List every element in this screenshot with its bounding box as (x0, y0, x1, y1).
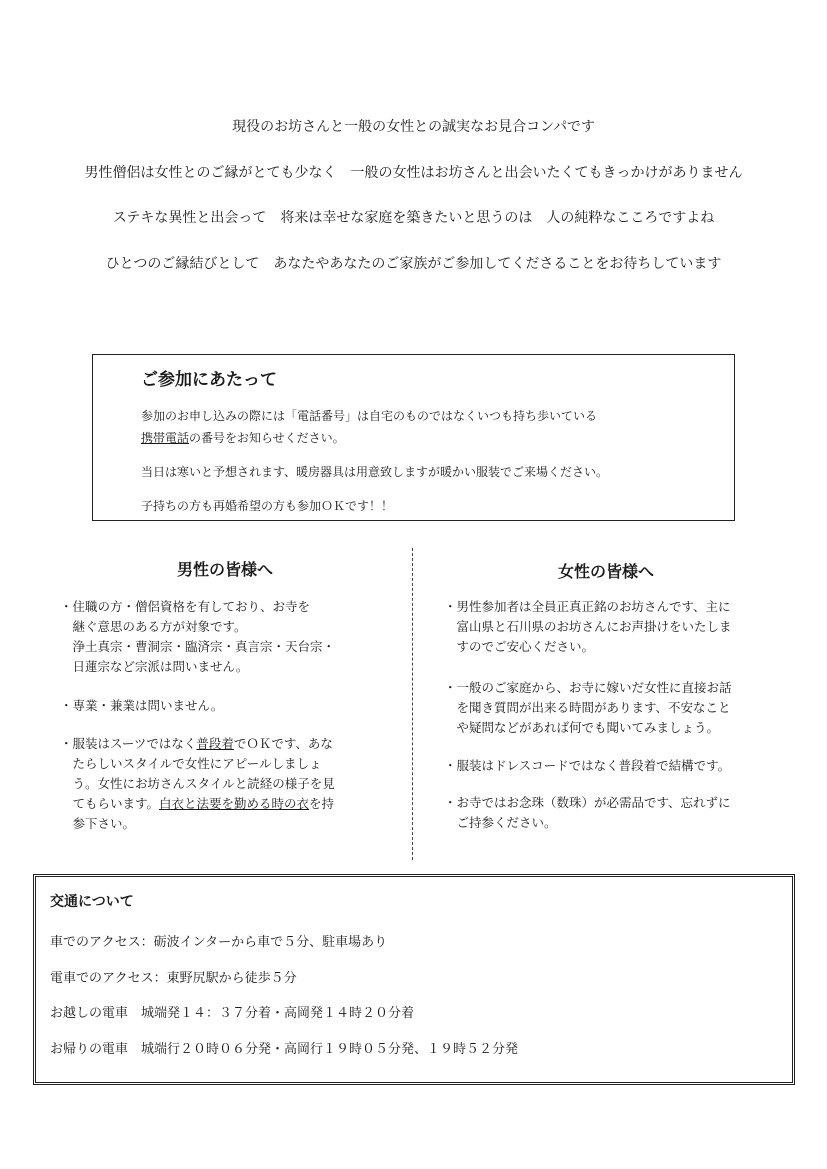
intro-line-2: 男性僧侶は女性とのご縁がとても少なく 一般の女性はお坊さんと出会いたくてもきっかけがありません (84, 165, 743, 181)
men-item-work: ・専業・兼業は問いません。 (60, 698, 224, 713)
notice-clothing-line: 当日は寒いと予想されます、暖房器具は用意致しますが暖かい服装でご来場ください。 (141, 465, 609, 479)
traffic-arrival-trains: お越しの電車 城端発１４：３７分着・高岡発１４時２０分着 (50, 1006, 415, 1021)
traffic-info-box (33, 874, 795, 1085)
women-item-clothing: ・服装はドレスコードではなく普段着で結構です。 (444, 758, 731, 773)
women-section-title: 女性の皆様へ (558, 562, 655, 581)
women-item-qa: ・一般のご家庭から、お寺に嫁いだ女性に直接お話 を聞き質問が出来る時間があります、不安なこと や疑問などがあれば何でも聞いてみましょう。 (444, 680, 732, 735)
women-item-beads: ・お寺ではお念珠（数珠）が必需品です、忘れずに ご持参ください。 (444, 795, 731, 830)
traffic-car: 車でのアクセス：砺波インターから車で５分、駐車場あり (50, 935, 388, 950)
notice-phone-line-1: 参加のお申し込みの際には「電話番号」は自宅のものではなくいつも持ち歩いている (141, 409, 598, 423)
intro-line-3: ステキな異性と出会って 将来は幸せな家庭を築きたいと思うのは 人の純粋なこころですよね (112, 210, 715, 226)
everyday-clothes-underline: 普段着 (196, 736, 234, 751)
notice-children-line: 子持ちの方も再婚希望の方も参加ＯＫです！！ (141, 499, 394, 513)
intro-line-1: 現役のお坊さんと一般の女性との誠実なお見合コンパです (232, 119, 595, 135)
robes-underline: 白衣と法要を勤める時の衣 (159, 796, 310, 811)
column-divider (412, 548, 413, 860)
notice-phone-line-2-rest: の番号をお知らせください。 (189, 431, 345, 445)
participation-notice-box (92, 354, 735, 521)
traffic-title: 交通について (50, 894, 134, 910)
men-section-title: 男性の皆様へ (177, 560, 274, 579)
notice-mobile-underline: 携帯電話 (141, 431, 190, 445)
notice-title: ご参加にあたって (141, 370, 277, 390)
women-item-participants: ・男性参加者は全員正真正銘のお坊さんです、主に 富山県と石川県のお坊さんにお声掛けをいたしま すのでご安心ください。 (444, 599, 732, 654)
men-item-eligibility: ・住職の方・僧侶資格を有しており、お寺を 継ぐ意思のある方が対象です。 浄土真宗・曹洞宗・臨済宗・真言宗・天台宗・ 日蓮宗など宗派は問いません。 (60, 599, 336, 674)
intro-line-4: ひとつのご縁結びとして あなたやあなたのご家族がご参加してくださることをお待ちしています (105, 256, 722, 272)
notice-phone-line-2 (141, 429, 345, 446)
traffic-train: 電車でのアクセス：東野尻駅から徒歩５分 (50, 971, 297, 986)
men-item-clothing: ・服装はスーツではなく普段着でＯＫです、あな たらしいスタイルで女性にアピールしましょ う。女性にお坊さんスタイルと読経の様子を見 てもらいます。白衣と法要を勤める時の衣を持 参下さい。 (60, 736, 335, 831)
traffic-return-trains: お帰りの電車 城端行２０時０６分発・高岡行１９時０５分発、１９時５２分発 (50, 1042, 519, 1057)
